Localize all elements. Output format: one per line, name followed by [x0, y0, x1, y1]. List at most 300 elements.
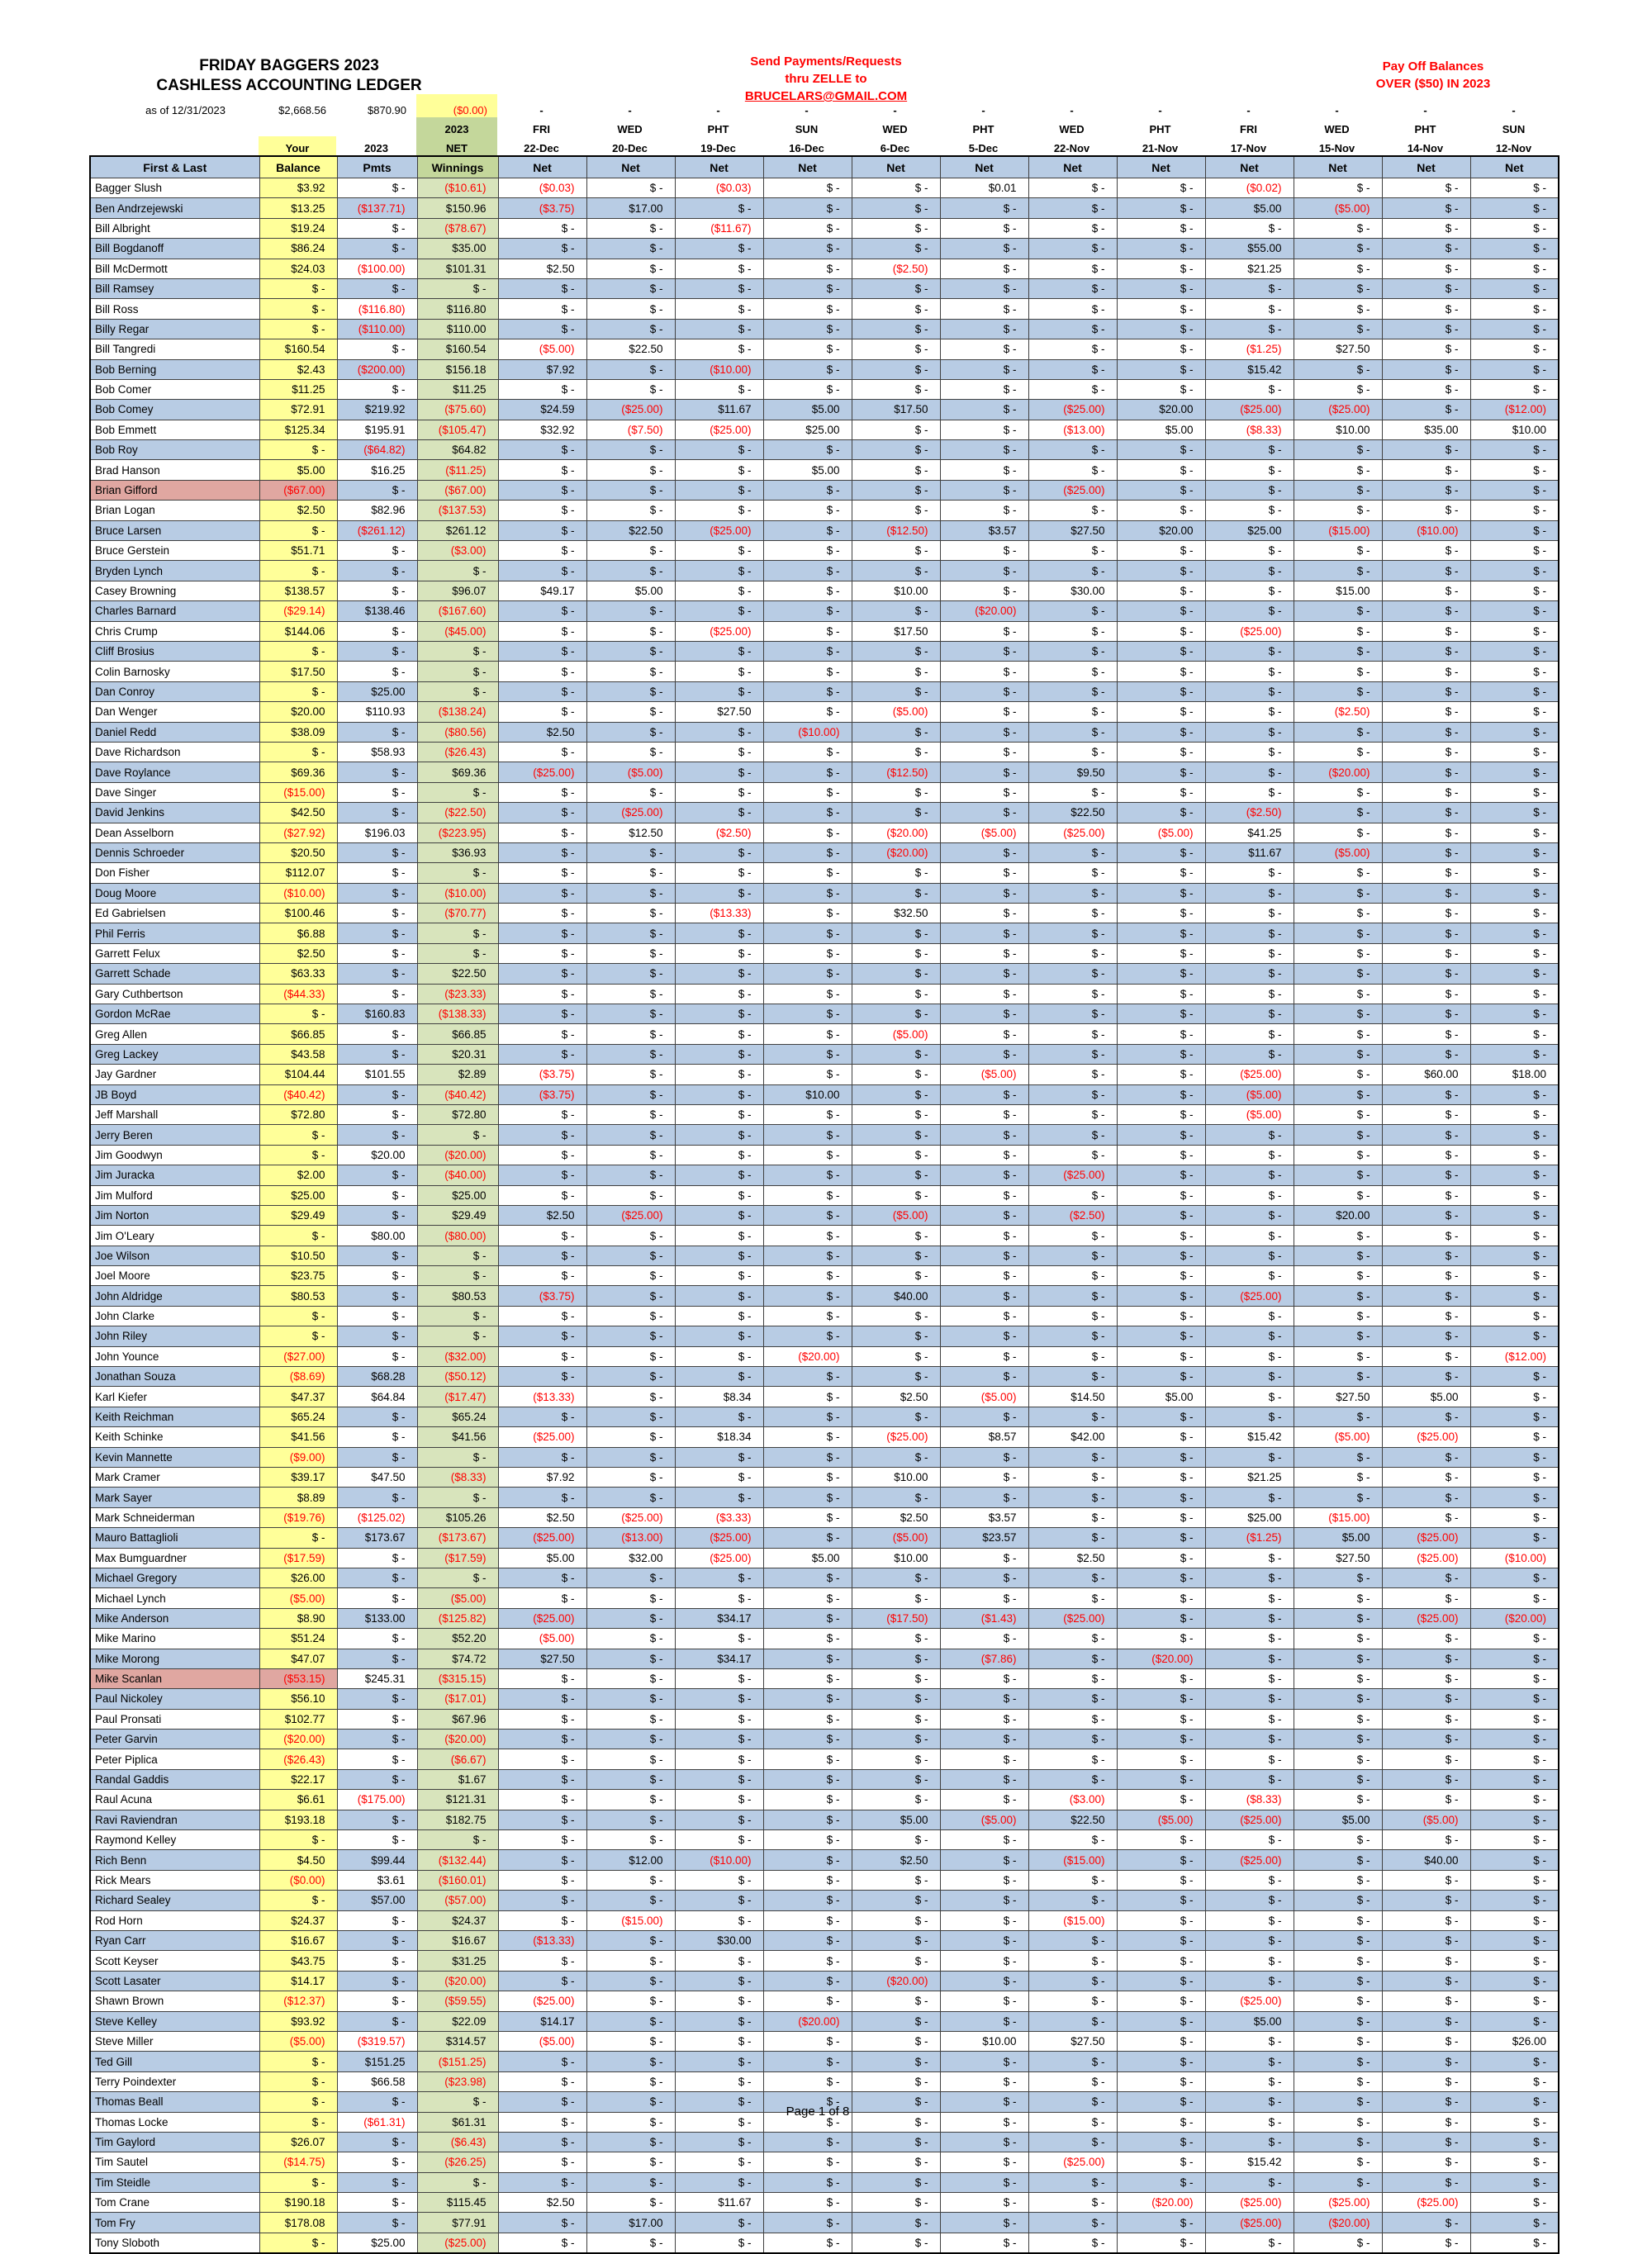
date-net-cell: $ -: [763, 501, 852, 520]
net-winnings-cell: $80.53: [417, 1286, 498, 1306]
date-net-cell: $ -: [852, 1447, 940, 1467]
date-net-cell: $ -: [675, 863, 763, 883]
date-net-cell: $ -: [1470, 1044, 1559, 1064]
date-net-cell: $ -: [498, 1749, 586, 1769]
date-net-cell: $ -: [1382, 1145, 1470, 1165]
date-net-cell: $ -: [1294, 541, 1382, 561]
date-net-cell: $ -: [498, 1024, 586, 1044]
date-net-cell: $ -: [763, 2132, 852, 2152]
date-net-cell: $ -: [852, 943, 940, 963]
player-name: Michael Lynch: [90, 1588, 259, 1608]
date-net-cell: $ -: [1205, 1205, 1294, 1225]
date-net-cell: $ -: [1205, 702, 1294, 722]
pmts-cell: $196.03: [337, 823, 417, 842]
table-row: [90, 541, 1559, 561]
date-net-cell: $ -: [1028, 1104, 1117, 1124]
date-net-cell: $ -: [852, 1346, 940, 1366]
player-name: Phil Ferris: [90, 923, 259, 943]
date-net-cell: $ -: [940, 581, 1028, 600]
table-row: [90, 218, 1559, 238]
date-net-cell: $ -: [586, 681, 675, 701]
date-net-cell: $ -: [1205, 1548, 1294, 1568]
player-name: Ed Gabrielsen: [90, 904, 259, 923]
net-winnings-cell: $ -: [417, 561, 498, 581]
date-net-cell: $ -: [940, 1125, 1028, 1145]
table-row: [90, 1407, 1559, 1426]
date-net-cell: $ -: [586, 943, 675, 963]
date-net-cell: $ -: [1382, 1488, 1470, 1507]
date-net-cell: $ -: [1028, 1930, 1117, 1950]
date-net-cell: ($25.00): [1382, 1608, 1470, 1628]
date-net-cell: $ -: [1028, 2071, 1117, 2091]
balance-cell: $24.03: [259, 259, 337, 278]
pmts-cell: $ -: [337, 1246, 417, 1265]
balance-cell: $193.18: [259, 1810, 337, 1829]
date-net-cell: $ -: [940, 2052, 1028, 2071]
payoff-line-2: OVER ($50) IN 2023: [1375, 77, 1491, 91]
date-net-cell: $ -: [1294, 259, 1382, 278]
date-net-cell: $ -: [1028, 1971, 1117, 1991]
date-net-cell: $ -: [1205, 2052, 1294, 2071]
date-net-cell: $ -: [763, 2031, 852, 2051]
date-net-cell: $ -: [586, 2233, 675, 2253]
date-net-header: Net: [1470, 156, 1559, 178]
date-net-cell: $ -: [1470, 722, 1559, 742]
date-net-cell: $ -: [1028, 883, 1117, 903]
player-name: Jim Goodwyn: [90, 1145, 259, 1165]
pmts-cell: $ -: [337, 1326, 417, 1346]
date-net-cell: $ -: [1470, 702, 1559, 722]
date-net-cell: $ -: [586, 1689, 675, 1709]
date-net-cell: $ -: [1294, 2052, 1382, 2071]
date-net-cell: $27.50: [1028, 2031, 1117, 2051]
date-header: 19-Dec: [700, 142, 736, 154]
date-net-cell: $ -: [1117, 1205, 1205, 1225]
net-winnings-cell: $105.26: [417, 1507, 498, 1527]
table-row: [90, 782, 1559, 802]
date-net-cell: $ -: [1470, 1709, 1559, 1729]
date-net-cell: $ -: [940, 1326, 1028, 1346]
pmts-cell: $ -: [337, 1971, 417, 1991]
date-net-cell: $ -: [940, 400, 1028, 420]
date-net-cell: $ -: [586, 379, 675, 399]
date-net-cell: $ -: [852, 1165, 940, 1185]
net-winnings-cell: ($70.77): [417, 904, 498, 923]
net-winnings-cell: $156.18: [417, 359, 498, 379]
date-net-cell: $ -: [852, 1004, 940, 1024]
player-name: Tom Crane: [90, 2193, 259, 2213]
date-net-cell: $ -: [1382, 1629, 1470, 1649]
date-net-cell: $ -: [1117, 581, 1205, 600]
net-winnings-cell: $ -: [417, 278, 498, 298]
date-net-cell: $ -: [675, 541, 763, 561]
date-net-cell: $ -: [1294, 1326, 1382, 1346]
date-net-cell: $ -: [763, 943, 852, 963]
table-row: [90, 803, 1559, 823]
net-winnings-cell: $96.07: [417, 581, 498, 600]
date-net-cell: $ -: [852, 1306, 940, 1326]
date-net-cell: $ -: [852, 1407, 940, 1426]
date-net-cell: $ -: [1382, 400, 1470, 420]
date-net-cell: $ -: [1028, 681, 1117, 701]
date-net-cell: $ -: [1294, 782, 1382, 802]
table-row: [90, 2233, 1559, 2253]
date-net-cell: $ -: [1205, 1689, 1294, 1709]
date-net-cell: $ -: [940, 440, 1028, 460]
balance-cell: $ -: [259, 1891, 337, 1910]
date-net-cell: $ -: [1382, 2172, 1470, 2192]
date-net-cell: $ -: [763, 278, 852, 298]
date-net-cell: $ -: [940, 1668, 1028, 1688]
date-net-cell: $ -: [1117, 1730, 1205, 1749]
player-name: Dennis Schroeder: [90, 842, 259, 862]
table-row: [90, 863, 1559, 883]
date-net-cell: $ -: [940, 239, 1028, 259]
date-net-cell: $ -: [1294, 2172, 1382, 2192]
date-net-cell: $ -: [1205, 782, 1294, 802]
table-row: [90, 1850, 1559, 1870]
balance-cell: $20.00: [259, 702, 337, 722]
table-row: [90, 501, 1559, 520]
date-net-cell: $ -: [1028, 2132, 1117, 2152]
date-net-cell: $ -: [1117, 2233, 1205, 2253]
date-net-cell: $ -: [852, 501, 940, 520]
date-net-cell: $ -: [675, 1065, 763, 1084]
date-net-cell: $ -: [1117, 2011, 1205, 2031]
date-net-cell: $ -: [1205, 722, 1294, 742]
table-row: [90, 883, 1559, 903]
date-net-cell: ($25.00): [1028, 1608, 1117, 1628]
player-name: Jim O'Leary: [90, 1226, 259, 1246]
pmts-cell: $ -: [337, 1649, 417, 1668]
player-name: Dean Asselborn: [90, 823, 259, 842]
table-row: [90, 440, 1559, 460]
table-row: [90, 198, 1559, 218]
date-net-cell: $ -: [852, 863, 940, 883]
pmts-cell: $ -: [337, 1629, 417, 1649]
date-net-cell: $ -: [940, 1286, 1028, 1306]
date-net-cell: $ -: [1382, 581, 1470, 600]
date-net-cell: $ -: [763, 1205, 852, 1225]
net-winnings-cell: $ -: [417, 863, 498, 883]
date-net-cell: $ -: [1470, 239, 1559, 259]
date-net-cell: ($25.00): [1205, 1850, 1294, 1870]
date-net-cell: $ -: [1382, 278, 1470, 298]
player-name: Keith Reichman: [90, 1407, 259, 1426]
player-name: Bob Roy: [90, 440, 259, 460]
net-winnings-cell: ($10.61): [417, 178, 498, 198]
net-winnings-cell: $69.36: [417, 762, 498, 782]
date-net-cell: $ -: [586, 2152, 675, 2172]
balance-cell: $41.56: [259, 1427, 337, 1447]
balance-cell: ($27.00): [259, 1346, 337, 1366]
balance-cell: $63.33: [259, 964, 337, 984]
balance-cell: $65.24: [259, 1407, 337, 1426]
date-net-cell: $ -: [763, 239, 852, 259]
date-net-cell: $ -: [1470, 1185, 1559, 1205]
date-net-cell: $ -: [852, 1668, 940, 1688]
date-net-cell: $5.00: [1117, 420, 1205, 439]
balance-cell: $ -: [259, 2112, 337, 2132]
date-net-cell: ($10.00): [1382, 520, 1470, 540]
date-net-cell: $ -: [763, 1306, 852, 1326]
date-net-cell: ($12.00): [1470, 400, 1559, 420]
net-winnings-cell: ($138.24): [417, 702, 498, 722]
date-net-cell: ($10.00): [675, 1850, 763, 1870]
table-row: [90, 1971, 1559, 1991]
pmts-cell: $ -: [337, 2152, 417, 2172]
date-header: 15-Nov: [1318, 142, 1355, 154]
date-day-header: PHT: [972, 123, 995, 135]
date-net-cell: $ -: [1117, 842, 1205, 862]
date-net-cell: $ -: [586, 2193, 675, 2213]
date-net-cell: $ -: [675, 1790, 763, 1810]
date-net-cell: ($25.00): [675, 520, 763, 540]
player-name: John Clarke: [90, 1306, 259, 1326]
balance-cell: $ -: [259, 299, 337, 319]
date-day-header: PHT: [707, 123, 729, 135]
net-winnings-cell: ($20.00): [417, 1971, 498, 1991]
table-row: [90, 480, 1559, 500]
date-net-cell: ($25.00): [675, 621, 763, 641]
date-net-cell: $ -: [586, 1488, 675, 1507]
date-net-cell: $ -: [675, 1830, 763, 1850]
date-net-cell: $ -: [1294, 2152, 1382, 2172]
date-net-cell: $ -: [1470, 2172, 1559, 2192]
date-net-cell: $ -: [1294, 359, 1382, 379]
player-name: Tom Fry: [90, 2213, 259, 2233]
date-net-cell: $ -: [675, 762, 763, 782]
date-net-header: Net: [1205, 156, 1294, 178]
date-net-cell: $ -: [498, 1709, 586, 1729]
date-net-cell: $ -: [940, 1346, 1028, 1366]
date-net-cell: $ -: [675, 722, 763, 742]
date-net-cell: $ -: [675, 943, 763, 963]
zelle-email-link[interactable]: BRUCELARS@GMAIL.COM: [744, 89, 908, 103]
date-net-cell: $ -: [1205, 2233, 1294, 2253]
date-net-cell: $ -: [1117, 1769, 1205, 1789]
date-net-header: Net: [675, 156, 763, 178]
player-name: Garrett Felux: [90, 943, 259, 963]
date-net-cell: $ -: [1294, 1306, 1382, 1326]
date-net-cell: $2.50: [852, 1850, 940, 1870]
balance-cell: $125.34: [259, 420, 337, 439]
balance-cell: $ -: [259, 1125, 337, 1145]
date-net-cell: $32.92: [498, 420, 586, 439]
date-net-cell: $ -: [1382, 762, 1470, 782]
date-net-cell: $5.00: [1205, 198, 1294, 218]
pmts-cell: $ -: [337, 1104, 417, 1124]
pmts-cell: $99.44: [337, 1850, 417, 1870]
date-net-cell: $ -: [763, 480, 852, 500]
date-net-cell: $ -: [498, 823, 586, 842]
date-net-cell: $ -: [1294, 943, 1382, 963]
date-net-cell: $ -: [940, 964, 1028, 984]
date-net-cell: $ -: [586, 1830, 675, 1850]
date-net-cell: $ -: [586, 1084, 675, 1104]
date-net-cell: $ -: [586, 702, 675, 722]
player-name: JB Boyd: [90, 1084, 259, 1104]
date-net-cell: ($5.00): [940, 823, 1028, 842]
date-net-cell: ($25.00): [1382, 1528, 1470, 1548]
date-net-cell: $ -: [1028, 339, 1117, 359]
date-net-cell: ($5.00): [940, 1810, 1028, 1829]
date-net-cell: $ -: [1205, 319, 1294, 339]
date-net-cell: $ -: [1382, 1468, 1470, 1488]
date-net-cell: $ -: [675, 2213, 763, 2233]
date-net-cell: $ -: [763, 1991, 852, 2011]
balance-cell: $38.09: [259, 722, 337, 742]
date-net-cell: $ -: [852, 2132, 940, 2152]
pmts-cell: $ -: [337, 1568, 417, 1587]
date-net-cell: $ -: [1470, 1387, 1559, 1407]
date-net-cell: $ -: [1294, 641, 1382, 661]
date-net-cell: $ -: [675, 1367, 763, 1387]
date-net-cell: $ -: [940, 863, 1028, 883]
player-name: Peter Garvin: [90, 1730, 259, 1749]
date-net-cell: $ -: [586, 259, 675, 278]
date-net-cell: $ -: [1382, 782, 1470, 802]
date-net-cell: $ -: [1205, 299, 1294, 319]
date-net-cell: $ -: [763, 904, 852, 923]
date-net-cell: $ -: [763, 1608, 852, 1628]
date-net-cell: $ -: [1294, 1488, 1382, 1507]
date-net-cell: $2.50: [498, 1507, 586, 1527]
date-net-cell: $ -: [1470, 2132, 1559, 2152]
pmts-cell: $ -: [337, 1125, 417, 1145]
date-net-cell: ($20.00): [1294, 762, 1382, 782]
date-net-cell: $ -: [1294, 501, 1382, 520]
balance-cell: $ -: [259, 2052, 337, 2071]
net-winnings-cell: ($80.56): [417, 722, 498, 742]
date-net-cell: $ -: [1470, 1810, 1559, 1829]
date-net-cell: $ -: [675, 1629, 763, 1649]
table-row: [90, 2011, 1559, 2031]
date-net-cell: $ -: [498, 1226, 586, 1246]
pmts-cell: $ -: [337, 480, 417, 500]
player-name: John Younce: [90, 1346, 259, 1366]
table-row: [90, 1266, 1559, 1286]
date-net-cell: $ -: [675, 662, 763, 681]
date-net-cell: $ -: [1382, 621, 1470, 641]
date-net-cell: $ -: [498, 702, 586, 722]
net-winnings-cell: ($5.00): [417, 1588, 498, 1608]
date-net-cell: $ -: [1028, 561, 1117, 581]
net-winnings-header: NET: [416, 136, 497, 155]
date-net-cell: $ -: [1294, 178, 1382, 198]
date-net-cell: $ -: [1470, 319, 1559, 339]
date-net-cell: $ -: [1028, 1447, 1117, 1467]
spacer-cell: [336, 117, 416, 136]
net-winnings-cell: ($22.50): [417, 803, 498, 823]
date-net-cell: $ -: [1294, 2132, 1382, 2152]
table-row: [90, 1689, 1559, 1709]
date-net-cell: $ -: [586, 440, 675, 460]
pmts-cell: ($100.00): [337, 259, 417, 278]
date-net-cell: $15.00: [1294, 581, 1382, 600]
date-net-cell: $ -: [1294, 1668, 1382, 1688]
date-net-cell: ($5.00): [852, 1024, 940, 1044]
date-net-cell: $ -: [1205, 1306, 1294, 1326]
date-net-cell: $ -: [586, 1870, 675, 1890]
balance-cell: $72.91: [259, 400, 337, 420]
pmts-cell: $ -: [337, 2092, 417, 2112]
net-winnings-cell: $ -: [417, 681, 498, 701]
date-net-cell: $ -: [675, 2112, 763, 2132]
date-net-cell: $ -: [1028, 1246, 1117, 1265]
player-name: Bob Comey: [90, 400, 259, 420]
date-net-cell: $ -: [1470, 2112, 1559, 2132]
date-net-cell: $ -: [1028, 722, 1117, 742]
date-net-cell: $ -: [1117, 1749, 1205, 1769]
date-net-cell: $ -: [940, 1930, 1028, 1950]
date-net-cell: $ -: [586, 1145, 675, 1165]
date-net-cell: $ -: [586, 2031, 675, 2051]
ledger-totals-and-column-titles: [89, 94, 1558, 155]
date-net-cell: $ -: [1205, 1709, 1294, 1729]
date-net-cell: $ -: [1294, 1850, 1382, 1870]
date-net-cell: $ -: [1117, 1488, 1205, 1507]
net-winnings-cell: ($40.00): [417, 1165, 498, 1185]
date-net-cell: $ -: [1382, 1870, 1470, 1890]
date-net-cell: $ -: [1117, 1346, 1205, 1366]
player-name: Bill Bogdanoff: [90, 239, 259, 259]
date-net-cell: $ -: [1294, 1246, 1382, 1265]
date-net-cell: $ -: [1205, 984, 1294, 1004]
table-row: [90, 1447, 1559, 1467]
date-net-cell: ($5.00): [498, 2031, 586, 2051]
date-total-dash: -: [716, 104, 720, 116]
date-net-cell: $ -: [1470, 480, 1559, 500]
date-net-cell: $ -: [1294, 722, 1382, 742]
date-net-cell: $ -: [852, 1769, 940, 1789]
balance-cell: $ -: [259, 1226, 337, 1246]
date-net-cell: $ -: [1470, 984, 1559, 1004]
date-net-cell: $ -: [852, 782, 940, 802]
date-net-cell: $ -: [586, 1065, 675, 1084]
date-net-cell: $ -: [1470, 2052, 1559, 2071]
balance-cell: $2.00: [259, 1165, 337, 1185]
balance-cell: $80.53: [259, 1286, 337, 1306]
date-net-cell: $60.00: [1382, 1065, 1470, 1084]
player-name: Mike Marino: [90, 1629, 259, 1649]
date-net-cell: $ -: [498, 782, 586, 802]
balance-cell: $ -: [259, 2071, 337, 2091]
date-net-cell: ($15.00): [1028, 1850, 1117, 1870]
date-net-cell: $ -: [1117, 460, 1205, 480]
date-net-cell: $ -: [498, 883, 586, 903]
date-net-cell: $ -: [498, 984, 586, 1004]
date-net-cell: $ -: [1294, 1709, 1382, 1729]
date-net-cell: $ -: [1294, 1730, 1382, 1749]
date-net-cell: $ -: [852, 1185, 940, 1205]
date-net-cell: $ -: [763, 2213, 852, 2233]
page-title: [91, 56, 487, 96]
balance-cell: $ -: [259, 440, 337, 460]
date-net-cell: $ -: [1117, 1044, 1205, 1064]
date-net-cell: $ -: [1028, 1830, 1117, 1850]
balance-cell: ($5.00): [259, 2031, 337, 2051]
date-net-cell: $ -: [675, 561, 763, 581]
date-net-cell: $ -: [1117, 1246, 1205, 1265]
date-net-cell: $ -: [675, 1125, 763, 1145]
net-winnings-cell: ($105.47): [417, 420, 498, 439]
date-net-cell: $ -: [1470, 1084, 1559, 1104]
date-net-cell: $32.50: [852, 904, 940, 923]
date-net-cell: $ -: [1382, 2031, 1470, 2051]
date-net-cell: $ -: [1117, 1165, 1205, 1185]
date-net-cell: $ -: [763, 2071, 852, 2091]
